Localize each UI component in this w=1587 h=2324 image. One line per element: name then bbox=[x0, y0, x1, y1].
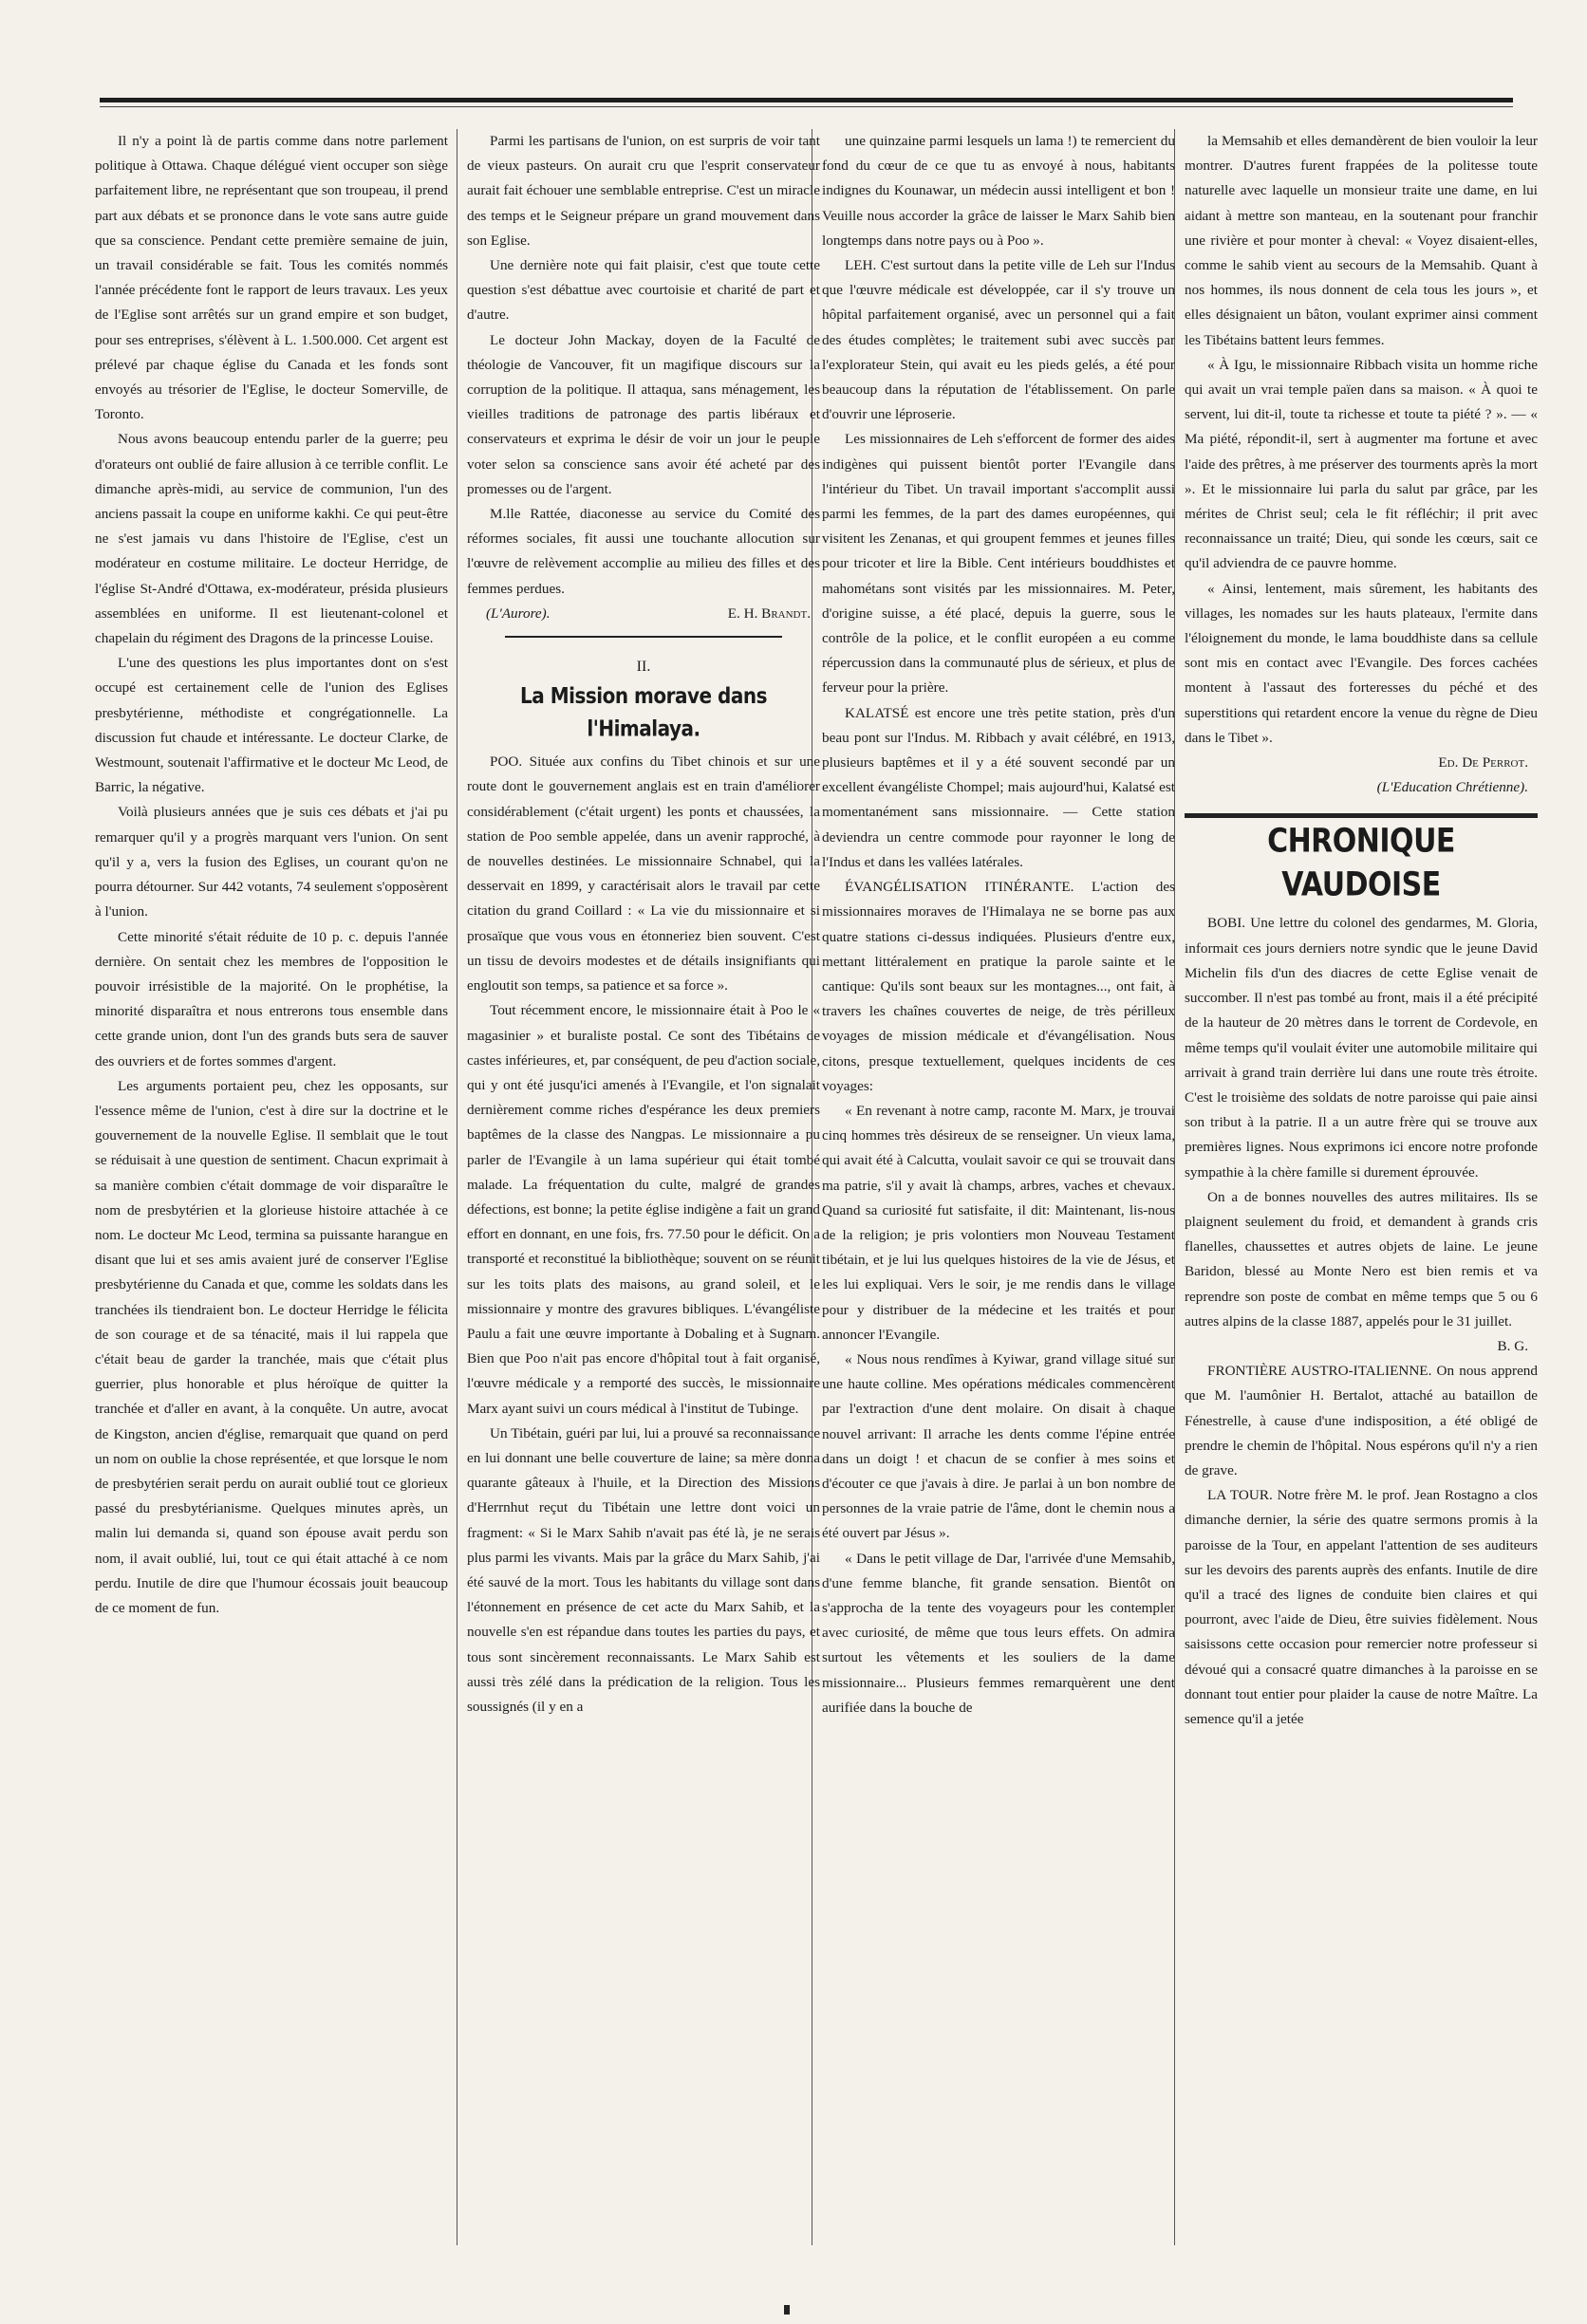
column-1 bbox=[95, 129, 448, 1621]
paragraph: Les missionnaires de Leh s'efforcent de former des aides indigènes qui puissent bientôt porter l'Evangile dans l'intérieur du Tibet. Un travail important s'accomplit aussi parmi les femmes, de la part des dames européennes, qui visitent les Zenanas, et qui groupent femmes et jeunes filles pour tricoter et lire la Bible. Cent intérieurs bouddhistes et mahométans sont visités par les missionnaires. M. Peter, d'origine suisse, a été placé, depuis la guerre, sous le contrôle de la police, et le conflit européen a eu comme répercussion dans la communauté plus de sérieux, et plus de ferveur pour la prière. bbox=[822, 431, 1175, 697]
paragraph: « Nous nous rendîmes à Kyiwar, grand village situé sur une haute colline. Mes opérations médicales commencèrent par l'extraction d'une dent molaire. On disait à chaque nouvel arrivant: Il arrache les dents comme l'épine entrée dans un doigt ! et chacun de se confier à mes soins et d'écouter ce que j'avais à dire. Je parlai à un bon nombre de personnes de la vraie patrie de l'âme, dont le chemin nous a été ouvert par Jésus ». bbox=[822, 1350, 1175, 1542]
header-rule bbox=[100, 98, 1513, 102]
paragraph: « Ainsi, lentement, mais sûrement, les habitants des villages, les nomades sur les hauts plateaux, l'ermite dans l'éloignement du monde, le lama bouddhiste dans sa cellule sont mis en contact avec l'Evangile. Des forces cachées montent à l'assaut des forteresses du péché et des superstitions qui retardent encore la venue du règne de Dieu dans le Tibet ». bbox=[1185, 580, 1538, 746]
column-4 bbox=[1185, 129, 1538, 1732]
article-source: (L'Education Chrétienne). bbox=[1376, 779, 1528, 796]
paragraph: « Dans le petit village de Dar, l'arrivée d'une Memsahib, d'une femme blanche, fit grande sensation. Bientôt on s'approcha de la tente des voyageurs pour les contempler avec curiosité, de même que tous leurs effets. On admira surtout les vêtements et les souliers de la dame missionnaire... Plusieurs femmes remarquèrent une dent aurifiée dans la bouche de bbox=[822, 1550, 1175, 1716]
article-author: Ed. De Perrot. bbox=[1438, 754, 1528, 772]
paragraph: « En revenant à notre camp, raconte M. Marx, je trouvai cinq hommes très désireux de se renseigner. Un vieux lama, qui avait été à Calcutta, voulait savoir ce qui se trouvait dans ma patrie, s'il y avait là champs, arbres, vaches et chevaux. Quand sa curiosité fut satisfaite, il dit: Maintenant, lis-nous de la religion; je pris volontiers mon Nouveau Testament tibétain, et je lui lus quelques histoires de la vie de Jésus, et les lui expliquai. Vers le soir, je me rendis dans le village pour y distribuer de la médecine et les traités et pour annoncer l'Evangile. bbox=[822, 1102, 1175, 1343]
print-mark bbox=[784, 2305, 790, 2315]
article-initials: B. G. bbox=[1497, 1337, 1528, 1354]
paragraph: Nous avons beaucoup entendu parler de la guerre; peu d'orateurs ont oublié de faire allusion à ce terrible conflit. Le dimanche après-midi, au service de communion, l'un des anciens passait la coupe en uniforme kakhi. Ce qui peut-être ne s'est jamais vu dans l'histoire de l'Eglise, c'est un modérateur en costume militaire. Le docteur Herridge, de l'église St-André d'Ottawa, ex-modérateur, présida plusieurs assemblées en uniforme. Il est lieutenant-colonel et chapelain du régiment des Dragons de la princesse Louise. bbox=[95, 431, 448, 647]
section-number: II. bbox=[636, 659, 651, 676]
section-title: CHRONIQUE VAUDOISE bbox=[1267, 822, 1455, 905]
paragraph: BOBI. Une lettre du colonel des gendarmes, M. Gloria, informait ces jours derniers notre syndic que le jeune David Michelin fils d'un des diacres de cette Eglise venait de succomber. Il n'est pas tombé au front, mais il a été précipité de la hauteur de 20 mètres dans le torrent de Cordevole, en même temps qu'il voulait éviter une automobile militaire qui arrivait à grand train derrière lui dans une route très étroite. C'est le troisième des soldats de notre paroisse qui paie ainsi son tribut à la patrie. Il a un autre frère qui se trouve aux premières lignes. Nous exprimons ici encore notre profonde sympathie à la chère famille si durement éprouvée. bbox=[1185, 915, 1538, 1181]
article-source: (L'Aurore). bbox=[486, 604, 551, 622]
article-author: E. H. Brandt. bbox=[727, 604, 811, 622]
paragraph: LA TOUR. Notre frère M. le prof. Jean Rostagno a clos dimanche dernier, la série des quatre sermons promis à la paroisse de la Tour, en appelant l'attention de ses auditeurs sur les devoirs des parents auprès des enfants. Inutile de dire qu'il a tracé des lignes de conduite bien claires et qui pourront, avec l'aide de Dieu, être suivies fidèlement. Nous saisissons cette occasion pour remercier notre professeur si dévoué qui a consacré quatre dimanches à la paroisse en se donnant tout entier pour plaider la cause de notre Maître. La semence qu'il a jetée bbox=[1185, 1487, 1538, 1727]
section-divider bbox=[1185, 813, 1538, 818]
article-signature bbox=[467, 602, 820, 626]
paragraph: Tout récemment encore, le missionnaire était à Poo le « magasinier » et buraliste postal. Ce sont des Tibétains de castes inférieures, et, par conséquent, de peu d'action sociale, qui y ont été jusqu'ici amenés à l'Evangile, et l'on signalait dernièrement comme riches d'espérance les deux premiers baptêmes de la classe des Nangpas. Le missionnaire a pu parler de l'Evangile à un lama supérieur qui était tombé malade. La fréquentation du culte, malgré de grandes défections, est bonne; la petite église indigène a fait un grand effort en donnant, en une fois, frs. 77.50 pour le déficit. On a transporté et reconstitué la bibliothèque; souvent on se réunit sur les toits plats des maisons, au grand soleil, et le missionnaire y montre des gravures bibliques. L'évangéliste Paulu a fait une œuvre importante à Dobaling et à Sugnam. Bien que Poo n'ait pas encore d'hôpital tout à fait organisé, l'œuvre médicale y a remporté des succès, le missionnaire Marx ayant suivi un cours médical à l'institut de Tubinge. bbox=[467, 1002, 820, 1417]
paragraph: Voilà plusieurs années que je suis ces débats et j'ai pu remarquer qu'il y a progrès marquant vers l'union. On sent qu'il y a, vers la fusion des Eglises, un courant qu'on ne pourra détourner. Sur 442 votants, 74 seulement s'opposèrent à l'union. bbox=[95, 804, 448, 920]
paragraph: L'une des questions les plus importantes dont on s'est occupé est certainement celle de l'union des Eglises presbytérienne, méthodiste et congrégationnelle. La discussion fut chaude et intéressante. Le docteur Clarke, de Westmount, soutenait l'affirmative et le docteur Mc Leod, de Barric, la négative. bbox=[95, 655, 448, 796]
paragraph: LEH. C'est surtout dans la petite ville de Leh sur l'Indus que l'œuvre médicale est développée, car il s'y trouve un hôpital parfaitement organisé, avec un personnel qui a fait des études complètes; le traitement subi avec succès par l'explorateur Stein, qui avait eu les pieds gelés, a été pour beaucoup dans la réputation de l'établissement. On parle d'ouvrir une léproserie. bbox=[822, 257, 1175, 423]
paragraph: Une dernière note qui fait plaisir, c'est que toute cette question s'est débattue avec courtoisie et charité de part et d'autre. bbox=[467, 257, 820, 324]
paragraph: M.lle Rattée, diaconesse au service du Comité des réformes sociales, fit aussi une touchante allocution sur l'œuvre de relèvement accomplie au milieu des filles et des femmes perdues. bbox=[467, 506, 820, 597]
paragraph: une quinzaine parmi lesquels un lama !) te remercient du fond du cœur de ce que tu as envoyé à nous, habitants indignes du Kounawar, un médecin aussi intelligent et bon ! Veuille nous accorder la grâce de laisser le Marx Sahib bien longtemps dans notre pays ou à Poo ». bbox=[822, 133, 1175, 249]
paragraph: FRONTIÈRE AUSTRO-ITALIENNE. On nous apprend que M. l'aumônier H. Bertalot, attaché au bataillon de Fénestrelle, à cause d'une indisposition, a été obligé de prendre le chemin de l'hôpital. Nous espérons qu'il n'y a rien de grave. bbox=[1185, 1363, 1538, 1478]
header-rule-thin bbox=[100, 106, 1513, 107]
paragraph: On a de bonnes nouvelles des autres militaires. Ils se plaignent seulement du froid, et demandent à grands cris flanelles, chaussettes et autres objets de laine. Le jeune Baridon, blessé au Monte Nero est bien remis et va reprendre son poste de combat en même temps que 5 ou 6 autres alpins de la classe 1887, appelés pour le 31 juillet. bbox=[1185, 1188, 1538, 1329]
paragraph: ÉVANGÉLISATION ITINÉRANTE. L'action des missionnaires moraves de l'Himalaya ne se borne pas aux quatre stations ci-dessus indiquées. Plusieurs d'entre eux, mettant littéralement en pratique la parole sainte et le cantique: Qu'ils sont beaux sur les montagnes..., ont fait, à travers les chaînes couvertes de neige, de très périlleux voyages de mission médicale et d'évangélisation. Nous citons, presque textuellement, quelques incidents de ces voyages: bbox=[822, 879, 1175, 1094]
column-2 bbox=[467, 129, 820, 1720]
paragraph: Cette minorité s'était réduite de 10 p. c. depuis l'année dernière. On sentait chez les membres de l'opposition le pouvoir irrésistible de la majorité. On le prophétise, la minorité disparaîtra et nous entrerons tous ensemble dans cette grande union, dont l'un des grands buts sera de sauver des ouvriers et de fortes sommes d'argent. bbox=[95, 928, 448, 1069]
paragraph: Les arguments portaient peu, chez les opposants, sur l'essence même de l'union, c'est à dire sur la doctrine et le gouvernement de la nouvelle Eglise. Il semblait que le tout se réduisait à une question de sentiment. Chacun exprimait à sa manière combien c'était dommage de voir disparaître le nom de presbytérien et la glorieuse histoire attachée à ce nom. Le docteur Mc Leod, termina sa puissante harangue en disant que lui et ses amis avaient juré de conserver l'Eglise presbytérienne du Canada et que, comme les soldats dans les tranchées ils tiendraient bon. Le docteur Herridge le félicita de son courage et de sa ténacité, mais il lui rappela que c'était beau de garder la tranchée, mais que c'était plus guerrier, plus honorable et plus héroïque de quitter la tranchée et d'aller en avant, à la conquête. Un autre, avocat de Kingston, ancien d'église, remarquait que quand on perd un nom on oublie la chose représentée, et que lorsque le nom de presbytérien serait perdu on aurait oublié tout ce glorieux passé du presbytérianisme. Quelques minutes après, un malin lui demanda si, quand son épouse avait perdu son nom, il avait oublié, lui, tout ce qui était attaché à ce nom perdu. Inutile de dire que l'humour écossais jouit beaucoup de ce moment de fun. bbox=[95, 1077, 448, 1616]
section-title: La Mission morave dans l'Himalaya. bbox=[519, 682, 768, 742]
paragraph: POO. Située aux confins du Tibet chinois et sur une route dont le gouvernement anglais est en train d'améliorer considérablement (c'était urgent) les ponts et chaussées, la station de Poo semble appelée, dans un avenir rapproché, à de nouvelles destinées. Le missionnaire Schnabel, qui la desservait en 1899, y caractérisait alors le travail par cette citation du grand Coillard : « La vie du missionnaire et si prosaïque que vous vous en étonneriez bien souvent. C'est un tissu de devoirs modestes et de détails insignifiants qui engloutit son temps, sa patience et sa force ». bbox=[467, 753, 820, 995]
paragraph: Il n'y a point là de partis comme dans notre parlement politique à Ottawa. Chaque délégué vient occuper son siège parfaitement libre, ne représentant que son troupeau, il prend part aux débats et se prononce dans le vote sans autre guide que sa conscience. Pendant cette première semaine de juin, un travail considérable se fait. Tous les comités nommés l'année précédente font le rapport de leurs travaux. Les yeux de l'Eglise sont arrêtés sur un grand empire et son budget, pour ses entreprises, s'élèvent à L. 1.500.000. Cet argent est prélevé par chaque église du Canada et les fonds sont envoyés au trésorier de l'Eglise, le docteur Somerville, de Toronto. bbox=[95, 133, 448, 423]
paragraph: « À Igu, le missionnaire Ribbach visita un homme riche qui avait un vrai temple païen dans sa maison. « À quoi te servent, lui dit-il, toute ta richesse et toute ta piété ? ». — « Ma piété, répondit-il, sert à augmenter ma fortune et avec l'aide des prêtres, à me préserver des tourments après la mort ». Et le missionnaire lui parla du salut par grâce, par les mérites de Christ seul; cela le fit réfléchir; il prit avec reconnaissance un traité; Dieu, qui sonde les cœurs, sait ce qu'il adviendra de ce pauvre homme. bbox=[1185, 356, 1538, 572]
paragraph: Un Tibétain, guéri par lui, lui a prouvé sa reconnaissance en lui donnant une belle couverture de laine; sa mère donna quarante gâteaux à l'huile, et la Direction des Missions d'Herrnhut reçut du Tibétain une lettre dont voici un fragment: « Si le Marx Sahib n'avait pas été là, je ne serais plus parmi les vivants. Mais par la grâce du Marx Sahib, j'ai été sauvé de la mort. Tous les habitants du village sont dans l'étonnement en présence de cet acte du Marx Sahib, et la nouvelle s'en est répandue dans toutes les parties du pays, et tous sont sincèrement reconnaissants. Le Marx Sahib est aussi très zélé dans la prédication de la religion. Tous les soussignés (il y en a bbox=[467, 1424, 820, 1715]
column-3 bbox=[822, 129, 1175, 1720]
paragraph: la Memsahib et elles demandèrent de bien vouloir la leur montrer. D'autres furent frappées de la politesse toute naturelle avec laquelle un monsieur traite une dame, en lui aidant à mettre son manteau, en la soutenant pour franchir une rivière et pour monter à cheval: « Voyez disaient-elles, comme le sahib vient au secours de la Memsahib. Quant à nos hommes, ils nous donnent de cela tous les jours », et elles désignaient un bâton, voulant exprimer ainsi comment les Tibétains battent leurs femmes. bbox=[1185, 133, 1538, 348]
section-divider bbox=[505, 636, 782, 638]
paragraph: Le docteur John Mackay, doyen de la Faculté de théologie de Vancouver, fit un magifique discours sur la corruption de la politique. Il attaqua, sans ménagement, les vieilles traditions de patronage des partis libéraux et conservateurs et exprima le désir de voir un jour le peuple voter selon sa conscience sans avoir été acheté par des promesses ou de l'argent. bbox=[467, 331, 820, 497]
paragraph: KALATSÉ est encore une très petite station, près d'un beau pont sur l'Indus. M. Ribbach y avait célébré, en 1913, plusieurs baptêmes et il y a été souvent secondé par un excellent évangéliste Chompel; mais aujourd'hui, Kalatsé est momentanément sans missionnaire. — Cette station deviendra un centre commode pour rayonner le long de l'Indus et dans les vallées latérales. bbox=[822, 704, 1175, 870]
paragraph: Parmi les partisans de l'union, on est surpris de voir tant de vieux pasteurs. On aurait cru que l'esprit conservateur aurait fait échouer une semblable entreprise. C'est un miracle des temps et le Seigneur prépare un grand mouvement dans son Eglise. bbox=[467, 133, 820, 249]
